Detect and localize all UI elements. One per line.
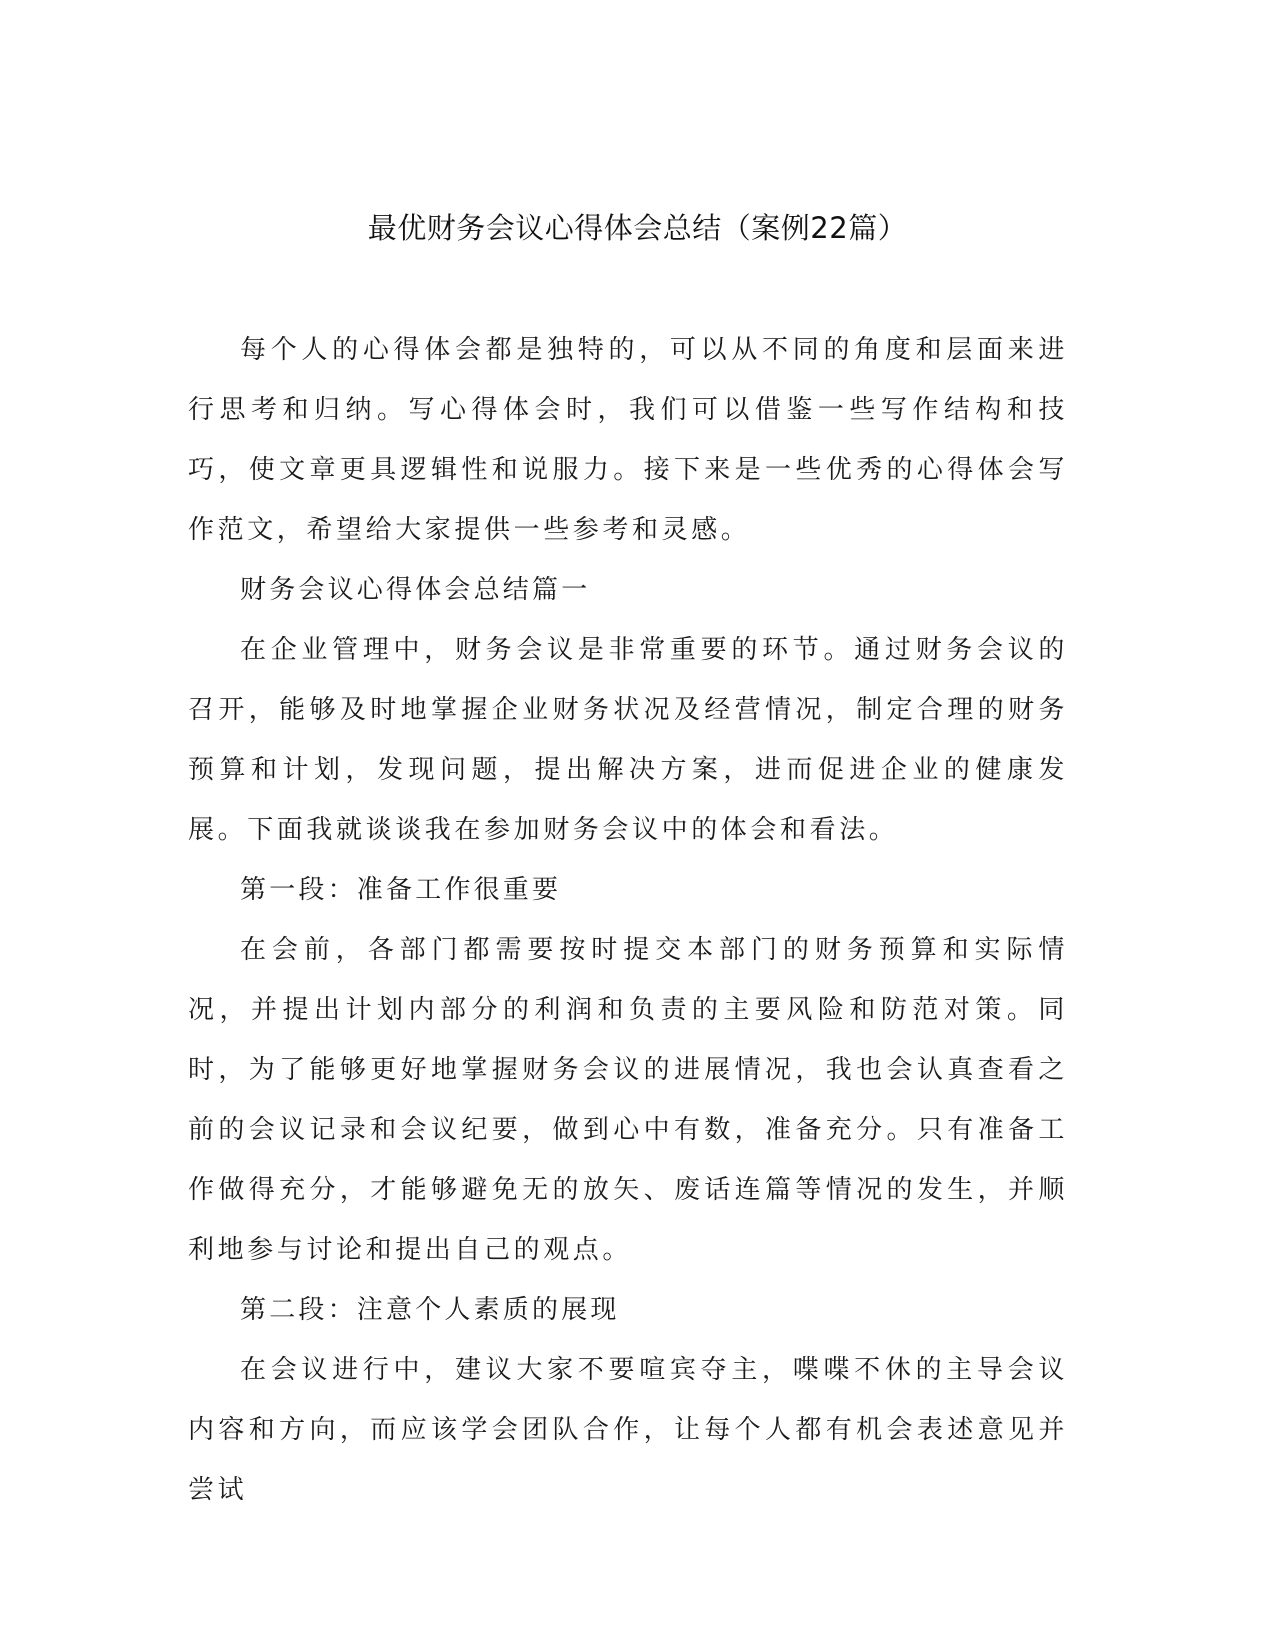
subheading-second-paragraph: 第二段：注意个人素质的展现 xyxy=(240,1295,620,1325)
intro-paragraph: 每个人的心得体会都是独特的，可以从不同的角度和层面来进行思考和归纳。写心得体会时，我们可以借鉴一些写作结构和技巧，使文章更具逻辑性和说服力。接下来是一些优秀的心得体会写作范文，希望给大家提供一些参考和灵感。 xyxy=(188,335,1068,545)
section-heading-part-one: 财务会议心得体会总结篇一 xyxy=(240,575,591,605)
body-paragraph: 在企业管理中，财务会议是非常重要的环节。通过财务会议的召开，能够及时地掌握企业财务状况及经营情况，制定合理的财务预算和计划，发现问题，提出解决方案，进而促进企业的健康发展。下面我就谈谈我在参加财务会议中的体会和看法。 xyxy=(188,635,1068,845)
body-paragraph: 在会前，各部门都需要按时提交本部门的财务预算和实际情况，并提出计划内部分的利润和负责的主要风险和防范对策。同时，为了能够更好地掌握财务会议的进展情况，我也会认真查看之前的会议记录和会议纪要，做到心中有数，准备充分。只有准备工作做得充分，才能够避免无的放矢、废话连篇等情况的发生，并顺利地参与讨论和提出自己的观点。 xyxy=(188,935,1068,1265)
subheading-first-paragraph: 第一段：准备工作很重要 xyxy=(240,875,562,905)
body-paragraph: 在会议进行中，建议大家不要喧宾夺主，喋喋不休的主导会议内容和方向，而应该学会团队合作，让每个人都有机会表述意见并尝试 xyxy=(188,1355,1068,1505)
document-body xyxy=(188,320,1068,1520)
document-title: 最优财务会议心得体会总结（案例22篇） xyxy=(367,211,908,245)
